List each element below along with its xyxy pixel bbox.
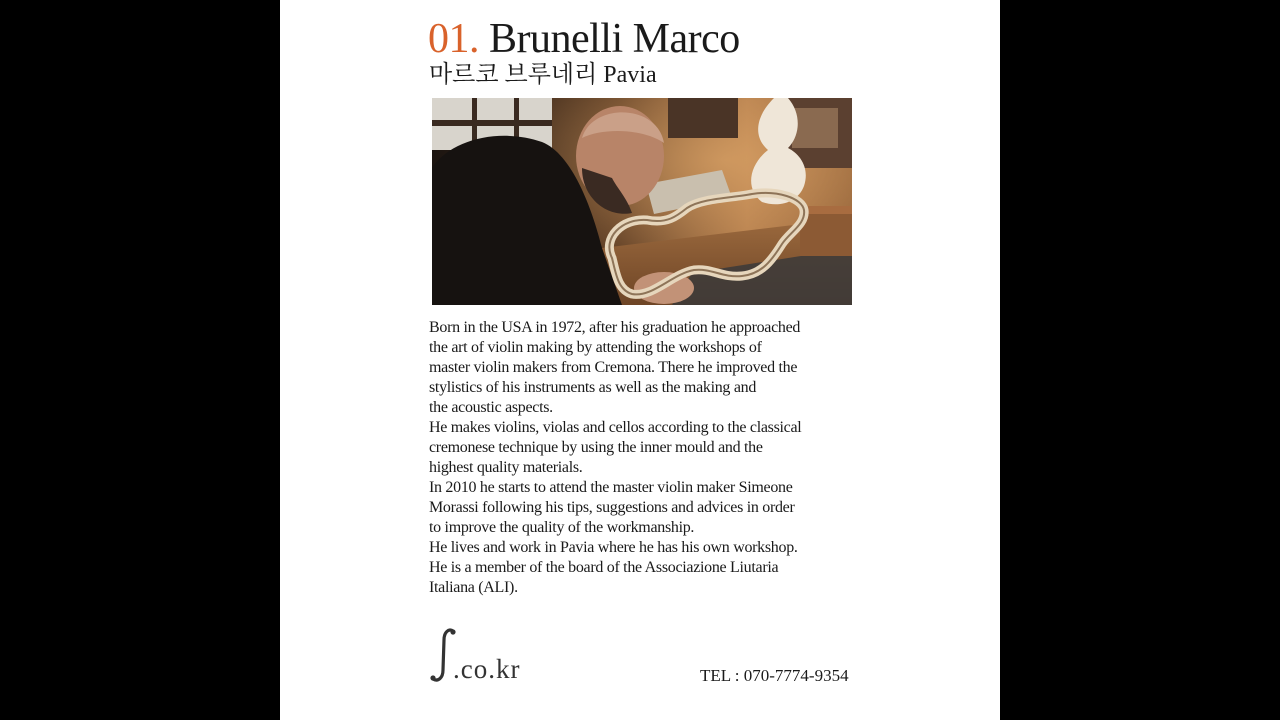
city: Pavia [603,62,657,88]
bio-line: Born in the USA in 1972, after his graduation he approached [429,319,801,336]
page-title [428,14,740,64]
korean-name: 마르코 브루네리 [429,62,598,88]
bio-line: highest quality materials. [429,459,583,476]
brand-logo [429,626,539,686]
bio-line: He lives and work in Pavia where he has his own workshop. [429,539,798,556]
bio-line: to improve the quality of the workmanship. [429,519,695,536]
bio-line: stylistics of his instruments as well as the making and [429,379,757,396]
bio-line: master violin makers from Cremona. There he improved the [429,359,798,376]
telephone: TEL : 070-7774-9354 [700,666,849,685]
subtitle [429,60,657,90]
bio-line: cremonese technique by using the inner mould and the [429,439,763,456]
logo-domain: .co.kr [453,654,521,684]
maker-name: Brunelli Marco [489,16,740,62]
title-number: 01. [428,16,479,62]
violin-maker-photo [432,98,852,305]
bio-line: In 2010 he starts to attend the master violin maker Simeone [429,479,793,496]
bio-line: the acoustic aspects. [429,399,553,416]
bio-line: He makes violins, violas and cellos according to the classical [429,419,802,436]
bio-line: Italiana (ALI). [429,579,518,596]
page [280,0,1000,720]
bio-line: He is a member of the board of the Associazione Liutaria [429,559,779,576]
bio-line: the art of violin making by attending the workshops of [429,339,762,356]
bio-line: Morassi following his tips, suggestions and advices in order [429,499,795,516]
photo-illustration [432,98,852,305]
biography [429,318,869,598]
